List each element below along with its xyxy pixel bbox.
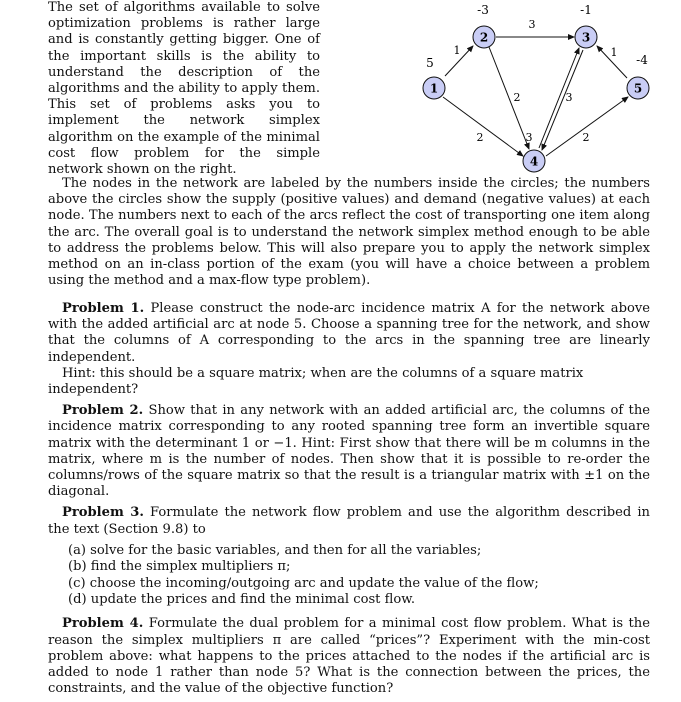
intro-paragraph: The set of algorithms available to solve optimization problems is rather large and is constantly getting bigger. One of the important skills is the ability to understand the description of the algorithms and the ability to apply them. This set of problems asks you to implement the network simplex algorithm on the example of the minimal cost flow problem for the simple network shown on the right. [48,0,320,178]
problem-1-text: Please construct the node-arc incidence matrix A for the network above with the added artificial arc at node 5. Choose a spanning tree for the network, and show that the columns of A corresponding to the arcs in the spanning tree are linearly independent. [48,301,650,365]
problem-3 [48,505,650,537]
node-3 [575,26,597,48]
problem-4 [48,616,650,697]
arc-2-4 [489,47,529,149]
problem-3-step-c: (c) choose the incoming/outgoing arc and update the value of the flow; [68,575,539,591]
problem-3-step-a: (a) solve for the basic variables, and then for all the variables; [68,542,482,558]
network-diagram [406,0,656,175]
cost-arc-3-4: 3 [525,131,533,144]
problem-2 [48,403,650,500]
network-description: The nodes in the network are labeled by the numbers inside the circles; the numbers above the circles show the supply (positive values) and demand (negative values) at each node. The numbers next to each of the arcs reflect the cost of transporting one item along the arc. The overall goal is to understand the network simplex method enough to be able to address the problems below. This will also prepare you to apply the network simplex method on an in-class portion of the exam (you will have a choice between a problem using the method and a max-flow type problem). [48,176,650,289]
supply-node-2: -3 [477,3,489,17]
supply-node-3: -1 [580,3,592,17]
node-4-label: 4 [529,154,539,169]
problem-3-steps [68,543,650,609]
node-5 [627,77,649,99]
node-4 [523,150,545,172]
node-1-label: 1 [429,81,439,96]
arc-4-5 [546,97,628,156]
arc-4-3 [539,48,579,148]
problem-3-step-d: (d) update the prices and find the minimal cost flow. [68,592,416,608]
cost-arc-5-3: 1 [610,46,618,59]
problem-1 [48,301,650,366]
problem-4-label: Problem 4. [62,616,144,632]
node-1 [423,77,445,99]
node-5-label: 5 [633,81,643,96]
cost-arc-2-4: 2 [513,91,521,104]
problem-1-hint: Hint: this should be a square matrix; when are the columns of a square matrix independent? [48,365,584,398]
problem-1-label: Problem 1. [62,301,145,316]
cost-arc-4-5: 2 [582,131,590,144]
arc-1-4 [443,97,523,156]
node-3-label: 3 [581,30,591,45]
supply-node-5: -4 [636,53,648,67]
node-2 [473,26,495,48]
problem-list [48,301,650,702]
problem-2-label: Problem 2. [62,403,144,419]
problem-3-text: Formulate the network flow problem and use the algorithm described in the text (Section 9.8) to [48,505,650,537]
arc-3-4 [542,50,583,150]
problem-4-text: Formulate the dual problem for a minimal cost flow problem. What is the reason the simplex multipliers π are called “prices”? Experiment with the min-cost problem above: what happens to the prices attached to the nodes if the artificial arc is added to node 1 rather than node 5? What is the connection between the prices, the constraints, and the value of the objective function? [48,616,650,697]
cost-arc-2-3: 3 [528,18,536,31]
cost-arc-1-4: 2 [476,131,484,144]
cost-arc-1-2: 1 [453,44,461,57]
problem-2-text: Show that in any network with an added artificial arc, the columns of the incidence matrix corresponding to any rooted spanning tree form an invertible square matrix with the determinant 1 or −1. Hint: First show that there will be m columns in the matrix, where m is the number of nodes. Then show that it is possible to re-order the columns/rows of the square matrix so that the result is a triangular matrix with ±1 on the diagonal. [48,403,650,500]
node-2-label: 2 [479,30,489,45]
problem-3-step-b: (b) find the simplex multipliers π; [68,559,291,575]
cost-arc-4-3: 3 [565,91,573,104]
supply-node-1: 5 [426,56,434,70]
problem-3-label: Problem 3. [62,505,144,521]
